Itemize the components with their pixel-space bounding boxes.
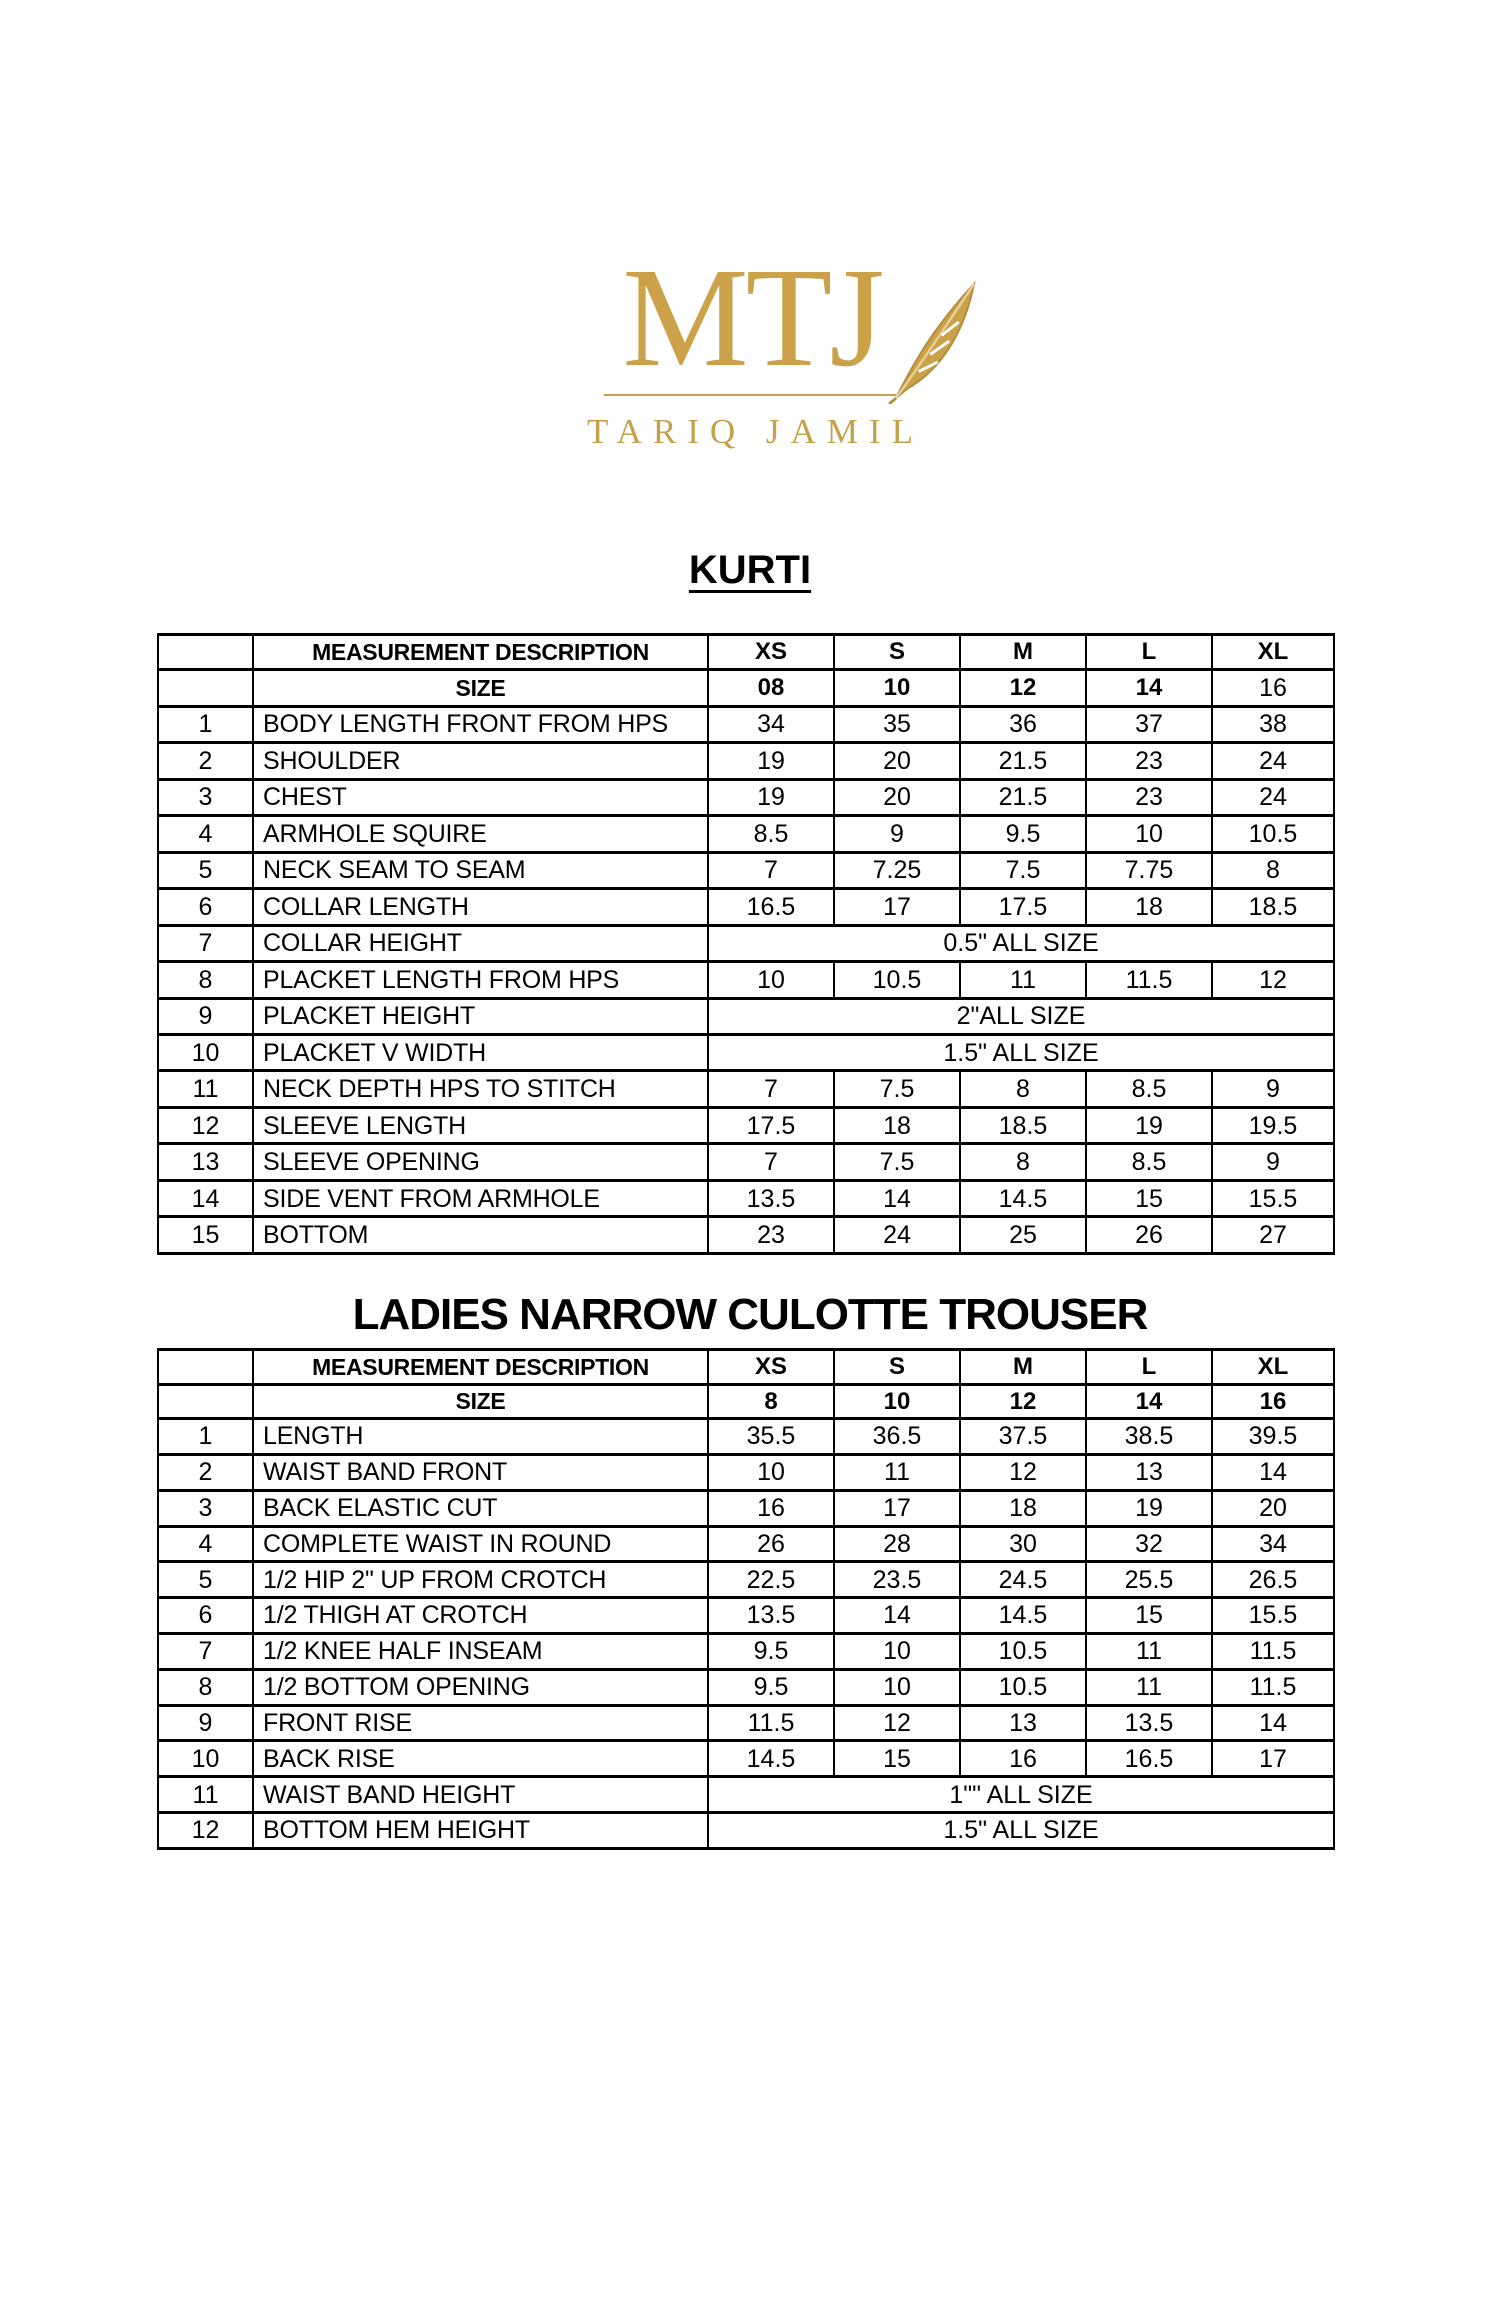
size-number-row [158, 670, 1334, 706]
corner-cell [158, 670, 253, 706]
measurement-row [158, 1107, 1334, 1143]
measurement-label-cell: BACK RISE [253, 1741, 708, 1777]
measurement-row [158, 1562, 1334, 1598]
measurement-row [158, 1035, 1334, 1071]
value-cell: 21.5 [960, 779, 1086, 815]
size-number-cell: 12 [960, 1384, 1086, 1419]
feather-quill-icon [886, 280, 982, 404]
measurement-label-cell: ARMHOLE SQUIRE [253, 816, 708, 852]
value-cell: 17.5 [708, 1107, 834, 1143]
brand-monogram: MTJ [622, 238, 882, 396]
value-cell: 19.5 [1212, 1107, 1334, 1143]
row-number-cell: 3 [158, 1490, 253, 1526]
measurement-row [158, 1741, 1334, 1777]
size-label-cell: SIZE [253, 670, 708, 706]
size-number-cell: 8 [708, 1384, 834, 1419]
value-cell: 18 [960, 1490, 1086, 1526]
value-cell: 7 [708, 852, 834, 888]
value-cell: 19 [1086, 1107, 1212, 1143]
value-cell: 15.5 [1212, 1180, 1334, 1216]
value-cell: 11 [1086, 1669, 1212, 1705]
measurement-row [158, 1071, 1334, 1107]
measurement-row [158, 816, 1334, 852]
value-cell: 27 [1212, 1217, 1334, 1254]
value-cell: 23 [1086, 743, 1212, 779]
value-cell: 22.5 [708, 1562, 834, 1598]
description-header-cell: MEASUREMENT DESCRIPTION [253, 635, 708, 670]
value-cell: 37 [1086, 706, 1212, 742]
value-cell: 13 [1086, 1454, 1212, 1490]
size-number-cell: 12 [960, 670, 1086, 706]
row-number-cell: 1 [158, 1419, 253, 1455]
measurement-row [158, 998, 1334, 1034]
measurement-row [158, 1217, 1334, 1254]
value-cell: 23 [1086, 779, 1212, 815]
value-cell: 13 [960, 1705, 1086, 1741]
trouser-section-title: LADIES NARROW CULOTTE TROUSER [352, 1290, 1148, 1339]
measurement-row [158, 1144, 1334, 1180]
row-number-cell: 9 [158, 998, 253, 1034]
measurement-row [158, 962, 1334, 998]
value-cell: 10.5 [1212, 816, 1334, 852]
size-number-cell: 14 [1086, 670, 1212, 706]
value-cell: 7.25 [834, 852, 960, 888]
measurement-label-cell: 1/2 BOTTOM OPENING [253, 1669, 708, 1705]
size-number-cell: 10 [834, 670, 960, 706]
merged-value-cell: 1.5" ALL SIZE [708, 1035, 1334, 1071]
measurement-label-cell: SLEEVE LENGTH [253, 1107, 708, 1143]
value-cell: 26.5 [1212, 1562, 1334, 1598]
value-cell: 10 [1086, 816, 1212, 852]
value-cell: 11.5 [1212, 1669, 1334, 1705]
value-cell: 16.5 [708, 889, 834, 925]
value-cell: 15 [834, 1741, 960, 1777]
measurement-label-cell: COLLAR LENGTH [253, 889, 708, 925]
value-cell: 24 [834, 1217, 960, 1254]
measurement-row [158, 743, 1334, 779]
kurti-title-text: KURTI [688, 548, 812, 592]
row-number-cell: 7 [158, 925, 253, 961]
value-cell: 14 [834, 1180, 960, 1216]
measurement-row [158, 1526, 1334, 1562]
row-number-cell: 10 [158, 1035, 253, 1071]
value-cell: 10 [834, 1634, 960, 1670]
row-number-cell: 4 [158, 816, 253, 852]
value-cell: 10 [834, 1669, 960, 1705]
header-row [158, 635, 1334, 670]
value-cell: 18 [1086, 889, 1212, 925]
row-number-cell: 5 [158, 852, 253, 888]
row-number-cell: 8 [158, 962, 253, 998]
measurement-label-cell: BOTTOM HEM HEIGHT [253, 1813, 708, 1849]
row-number-cell: 5 [158, 1562, 253, 1598]
merged-value-cell: 1.5" ALL SIZE [708, 1813, 1334, 1849]
header-row [158, 1350, 1334, 1385]
value-cell: 23.5 [834, 1562, 960, 1598]
measurement-row [158, 1705, 1334, 1741]
corner-cell [158, 1384, 253, 1419]
value-cell: 8.5 [1086, 1071, 1212, 1107]
value-cell: 16 [960, 1741, 1086, 1777]
measurement-row [158, 1180, 1334, 1216]
size-col-header-l: L [1086, 1350, 1212, 1385]
value-cell: 18.5 [1212, 889, 1334, 925]
merged-value-cell: 2"ALL SIZE [708, 998, 1334, 1034]
measurement-row [158, 1419, 1334, 1455]
value-cell: 15.5 [1212, 1598, 1334, 1634]
size-number-cell: 16 [1212, 670, 1334, 706]
trouser-measurement-table [157, 1348, 1335, 1850]
value-cell: 34 [708, 706, 834, 742]
row-number-cell: 1 [158, 706, 253, 742]
measurement-label-cell: PLACKET HEIGHT [253, 998, 708, 1034]
value-cell: 15 [1086, 1598, 1212, 1634]
value-cell: 36 [960, 706, 1086, 742]
measurement-label-cell: BODY LENGTH FRONT FROM HPS [253, 706, 708, 742]
measurement-label-cell: LENGTH [253, 1419, 708, 1455]
row-number-cell: 2 [158, 1454, 253, 1490]
value-cell: 17 [834, 889, 960, 925]
value-cell: 8.5 [708, 816, 834, 852]
measurement-label-cell: 1/2 KNEE HALF INSEAM [253, 1634, 708, 1670]
value-cell: 8 [960, 1071, 1086, 1107]
size-col-header-m: M [960, 635, 1086, 670]
value-cell: 14.5 [960, 1180, 1086, 1216]
size-number-cell: 14 [1086, 1384, 1212, 1419]
measurement-row [158, 852, 1334, 888]
measurement-label-cell: WAIST BAND HEIGHT [253, 1777, 708, 1813]
value-cell: 35.5 [708, 1419, 834, 1455]
value-cell: 34 [1212, 1526, 1334, 1562]
value-cell: 12 [834, 1705, 960, 1741]
value-cell: 7.75 [1086, 852, 1212, 888]
value-cell: 7.5 [834, 1144, 960, 1180]
value-cell: 24.5 [960, 1562, 1086, 1598]
value-cell: 20 [834, 779, 960, 815]
value-cell: 28 [834, 1526, 960, 1562]
measurement-row [158, 779, 1334, 815]
value-cell: 17 [1212, 1741, 1334, 1777]
size-col-header-xs: XS [708, 1350, 834, 1385]
value-cell: 26 [708, 1526, 834, 1562]
corner-cell [158, 635, 253, 670]
value-cell: 9.5 [708, 1634, 834, 1670]
measurement-row [158, 1454, 1334, 1490]
value-cell: 8.5 [1086, 1144, 1212, 1180]
size-col-header-l: L [1086, 635, 1212, 670]
value-cell: 13.5 [1086, 1705, 1212, 1741]
value-cell: 37.5 [960, 1419, 1086, 1455]
row-number-cell: 2 [158, 743, 253, 779]
value-cell: 11 [960, 962, 1086, 998]
row-number-cell: 7 [158, 1634, 253, 1670]
size-number-cell: 16 [1212, 1384, 1334, 1419]
value-cell: 11.5 [1086, 962, 1212, 998]
value-cell: 8 [1212, 852, 1334, 888]
value-cell: 9 [1212, 1071, 1334, 1107]
value-cell: 30 [960, 1526, 1086, 1562]
row-number-cell: 12 [158, 1813, 253, 1849]
measurement-label-cell: SIDE VENT FROM ARMHOLE [253, 1180, 708, 1216]
description-header-cell: MEASUREMENT DESCRIPTION [253, 1350, 708, 1385]
measurement-label-cell: SHOULDER [253, 743, 708, 779]
measurement-label-cell: COMPLETE WAIST IN ROUND [253, 1526, 708, 1562]
row-number-cell: 12 [158, 1107, 253, 1143]
value-cell: 38.5 [1086, 1419, 1212, 1455]
value-cell: 7 [708, 1144, 834, 1180]
value-cell: 9 [1212, 1144, 1334, 1180]
size-number-cell: 10 [834, 1384, 960, 1419]
merged-value-cell: 0.5" ALL SIZE [708, 925, 1334, 961]
measurement-row [158, 706, 1334, 742]
value-cell: 17.5 [960, 889, 1086, 925]
value-cell: 9.5 [708, 1669, 834, 1705]
row-number-cell: 13 [158, 1144, 253, 1180]
value-cell: 16 [708, 1490, 834, 1526]
value-cell: 15 [1086, 1180, 1212, 1216]
value-cell: 21.5 [960, 743, 1086, 779]
measurement-label-cell: PLACKET LENGTH FROM HPS [253, 962, 708, 998]
row-number-cell: 14 [158, 1180, 253, 1216]
kurti-section-title [0, 548, 1500, 593]
value-cell: 20 [1212, 1490, 1334, 1526]
size-col-header-s: S [834, 1350, 960, 1385]
value-cell: 10.5 [960, 1669, 1086, 1705]
value-cell: 12 [1212, 962, 1334, 998]
row-number-cell: 15 [158, 1217, 253, 1254]
value-cell: 24 [1212, 779, 1334, 815]
value-cell: 19 [708, 779, 834, 815]
value-cell: 10 [708, 1454, 834, 1490]
corner-cell [158, 1350, 253, 1385]
value-cell: 14.5 [708, 1741, 834, 1777]
value-cell: 19 [708, 743, 834, 779]
value-cell: 10 [708, 962, 834, 998]
value-cell: 9.5 [960, 816, 1086, 852]
row-number-cell: 3 [158, 779, 253, 815]
value-cell: 36.5 [834, 1419, 960, 1455]
value-cell: 24 [1212, 743, 1334, 779]
value-cell: 18 [834, 1107, 960, 1143]
row-number-cell: 4 [158, 1526, 253, 1562]
value-cell: 38 [1212, 706, 1334, 742]
value-cell: 14 [1212, 1454, 1334, 1490]
value-cell: 39.5 [1212, 1419, 1334, 1455]
row-number-cell: 11 [158, 1071, 253, 1107]
size-col-header-xs: XS [708, 635, 834, 670]
measurement-label-cell: SLEEVE OPENING [253, 1144, 708, 1180]
value-cell: 7.5 [834, 1071, 960, 1107]
measurement-row [158, 1669, 1334, 1705]
measurement-label-cell: FRONT RISE [253, 1705, 708, 1741]
logo-monogram-block [604, 238, 895, 396]
size-col-header-xl: XL [1212, 635, 1334, 670]
value-cell: 19 [1086, 1490, 1212, 1526]
measurement-row [158, 889, 1334, 925]
brand-wordmark: TARIQ JAMIL [587, 412, 924, 451]
value-cell: 14 [834, 1598, 960, 1634]
merged-value-cell: 1"" ALL SIZE [708, 1777, 1334, 1813]
measurement-row [158, 1490, 1334, 1526]
size-col-header-xl: XL [1212, 1350, 1334, 1385]
row-number-cell: 6 [158, 889, 253, 925]
measurement-row [158, 925, 1334, 961]
measurement-row [158, 1598, 1334, 1634]
value-cell: 8 [960, 1144, 1086, 1180]
measurement-row [158, 1777, 1334, 1813]
value-cell: 20 [834, 743, 960, 779]
value-cell: 25 [960, 1217, 1086, 1254]
value-cell: 32 [1086, 1526, 1212, 1562]
row-number-cell: 9 [158, 1705, 253, 1741]
size-number-row [158, 1384, 1334, 1419]
value-cell: 25.5 [1086, 1562, 1212, 1598]
value-cell: 10.5 [960, 1634, 1086, 1670]
kurti-measurement-table [157, 633, 1335, 1255]
measurement-label-cell: WAIST BAND FRONT [253, 1454, 708, 1490]
row-number-cell: 10 [158, 1741, 253, 1777]
size-col-header-m: M [960, 1350, 1086, 1385]
value-cell: 7 [708, 1071, 834, 1107]
measurement-label-cell: PLACKET V WIDTH [253, 1035, 708, 1071]
value-cell: 9 [834, 816, 960, 852]
value-cell: 11.5 [1212, 1634, 1334, 1670]
measurement-label-cell: CHEST [253, 779, 708, 815]
value-cell: 14 [1212, 1705, 1334, 1741]
value-cell: 11 [1086, 1634, 1212, 1670]
value-cell: 11 [834, 1454, 960, 1490]
measurement-row [158, 1634, 1334, 1670]
measurement-label-cell: NECK DEPTH HPS TO STITCH [253, 1071, 708, 1107]
value-cell: 14.5 [960, 1598, 1086, 1634]
value-cell: 23 [708, 1217, 834, 1254]
value-cell: 13.5 [708, 1180, 834, 1216]
value-cell: 26 [1086, 1217, 1212, 1254]
row-number-cell: 8 [158, 1669, 253, 1705]
row-number-cell: 11 [158, 1777, 253, 1813]
value-cell: 11.5 [708, 1705, 834, 1741]
value-cell: 16.5 [1086, 1741, 1212, 1777]
measurement-label-cell: BACK ELASTIC CUT [253, 1490, 708, 1526]
measurement-label-cell: 1/2 HIP 2" UP FROM CROTCH [253, 1562, 708, 1598]
size-col-header-s: S [834, 635, 960, 670]
size-label-cell: SIZE [253, 1384, 708, 1419]
value-cell: 12 [960, 1454, 1086, 1490]
measurement-label-cell: BOTTOM [253, 1217, 708, 1254]
value-cell: 35 [834, 706, 960, 742]
measurement-label-cell: COLLAR HEIGHT [253, 925, 708, 961]
value-cell: 13.5 [708, 1598, 834, 1634]
measurement-label-cell: 1/2 THIGH AT CROTCH [253, 1598, 708, 1634]
value-cell: 18.5 [960, 1107, 1086, 1143]
measurement-row [158, 1813, 1334, 1849]
value-cell: 10.5 [834, 962, 960, 998]
brand-logo [0, 238, 1500, 452]
measurement-label-cell: NECK SEAM TO SEAM [253, 852, 708, 888]
value-cell: 17 [834, 1490, 960, 1526]
value-cell: 7.5 [960, 852, 1086, 888]
row-number-cell: 6 [158, 1598, 253, 1634]
size-number-cell: 08 [708, 670, 834, 706]
